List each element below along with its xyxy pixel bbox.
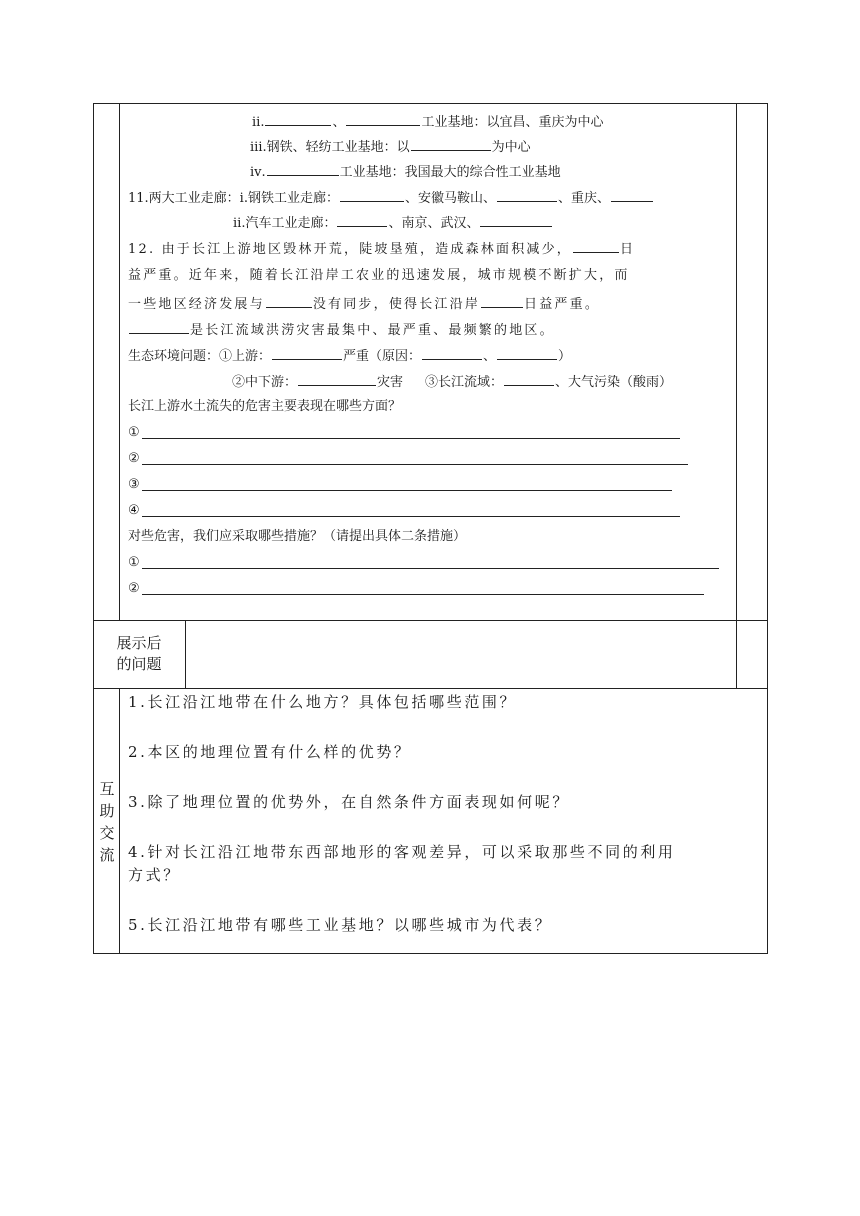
exchange-question-5: 5.长江沿江地带有哪些工业基地？以哪些城市为代表？ xyxy=(128,916,553,934)
blank-field[interactable] xyxy=(480,213,552,227)
problems-label-line-1: 展示后 xyxy=(116,634,162,652)
eco-problems-line-1: 生态环境问题：①上游： 严重（原因： 、 ） xyxy=(128,346,571,366)
measure-answer-line-2[interactable] xyxy=(142,594,704,595)
paragraph-12-line-1: 12. 由于长江上游地区毁林开荒，陡坡垦殖，造成森林面积减少， 日 xyxy=(128,239,635,259)
corridor-line-steel: 11.两大工业走廊：ⅰ.钢铁工业走廊： 、安徽马鞍山、 、重庆、 xyxy=(128,188,654,208)
measure-marker-2: ② xyxy=(128,581,140,596)
harm-answer-line-2[interactable] xyxy=(142,464,688,465)
exchange-label-char: 助 xyxy=(99,802,115,820)
blank-field[interactable] xyxy=(272,346,342,360)
blank-field[interactable] xyxy=(337,213,387,227)
eco-problems-line-2: ②中下游： 灾害 ③长江流域： 、大气污染（酸雨） xyxy=(232,372,672,392)
problems-label-line-2: 的问题 xyxy=(116,655,162,673)
blank-field[interactable] xyxy=(266,294,312,308)
table-bottom-border xyxy=(93,953,768,954)
harm-marker-3: ③ xyxy=(128,477,140,492)
exchange-label-char: 互 xyxy=(99,780,115,798)
exchange-question-3: 3.除了地理位置的优势外，在自然条件方面表现如何呢？ xyxy=(128,793,570,811)
exchange-question-4-cont: 方式？ xyxy=(128,866,181,884)
blank-field[interactable] xyxy=(265,112,331,126)
measure-answer-line-1[interactable] xyxy=(142,568,719,569)
inner-left-divider-top xyxy=(119,103,120,620)
blank-field[interactable] xyxy=(481,294,523,308)
blank-field[interactable] xyxy=(267,162,339,176)
measure-marker-1: ① xyxy=(128,555,140,570)
problems-label xyxy=(96,633,182,675)
problems-answer-area[interactable] xyxy=(187,622,734,686)
table-right-border xyxy=(767,103,768,953)
exchange-label-char: 交 xyxy=(99,824,115,842)
harm-answer-line-1[interactable] xyxy=(142,438,680,439)
industrial-base-line-ii: ⅱ. 、 工业基地：以宜昌、重庆为中心 xyxy=(252,112,603,132)
blank-field[interactable] xyxy=(573,239,619,253)
exchange-label xyxy=(97,778,117,866)
exchange-label-char: 流 xyxy=(99,846,115,864)
exchange-question-1: 1.长江沿江地带在什么地方？具体包括哪些范围？ xyxy=(128,693,518,711)
blank-field[interactable] xyxy=(411,137,491,151)
inner-right-divider xyxy=(736,103,737,688)
industrial-base-line-iv: ⅳ. 工业基地：我国最大的综合性工业基地 xyxy=(250,162,561,182)
blank-field[interactable] xyxy=(497,188,557,202)
exchange-question-4: 4.针对长江沿江地带东西部地形的客观差异，可以采取那些不同的利用 xyxy=(128,843,676,861)
blank-field[interactable] xyxy=(129,320,189,334)
label-col-divider xyxy=(185,620,186,688)
table-top-border xyxy=(93,103,768,104)
paragraph-12-line-4: 是长江流域洪涝灾害最集中、最严重、最频繁的地区。 xyxy=(128,320,555,340)
paragraph-12-line-2: 益严重。近年来，随着长江沿岸工农业的迅速发展，城市规模不断扩大，而 xyxy=(128,268,630,283)
exchange-question-2: 2.本区的地理位置有什么样的优势？ xyxy=(128,743,412,761)
blank-field[interactable] xyxy=(346,112,420,126)
harm-marker-4: ④ xyxy=(128,503,140,518)
question-measures: 对些危害，我们应采取哪些措施？（请提出具体二条措施） xyxy=(128,529,467,544)
blank-field[interactable] xyxy=(504,372,554,386)
blank-field[interactable] xyxy=(422,346,482,360)
blank-field[interactable] xyxy=(497,346,557,360)
inner-left-divider-bottom xyxy=(119,688,120,953)
industrial-base-line-iii: ⅲ.钢铁、轻纺工业基地：以 为中心 xyxy=(250,137,531,157)
blank-field[interactable] xyxy=(298,372,376,386)
blank-field[interactable] xyxy=(340,188,404,202)
paragraph-12-line-3: 一些地区经济发展与 没有同步，使得长江沿岸 日益严重。 xyxy=(128,294,600,314)
corridor-line-auto: ⅱ.汽车工业走廊： 、南京、武汉、 xyxy=(233,213,553,233)
harm-marker-1: ① xyxy=(128,425,140,440)
harm-answer-line-4[interactable] xyxy=(142,516,680,517)
table-left-border xyxy=(93,103,94,953)
question-harm: 长江上游水土流失的危害主要表现在哪些方面？ xyxy=(128,399,402,414)
blank-field[interactable] xyxy=(611,188,653,202)
harm-answer-line-3[interactable] xyxy=(142,490,672,491)
harm-marker-2: ② xyxy=(128,451,140,466)
row-divider-1 xyxy=(93,620,768,621)
